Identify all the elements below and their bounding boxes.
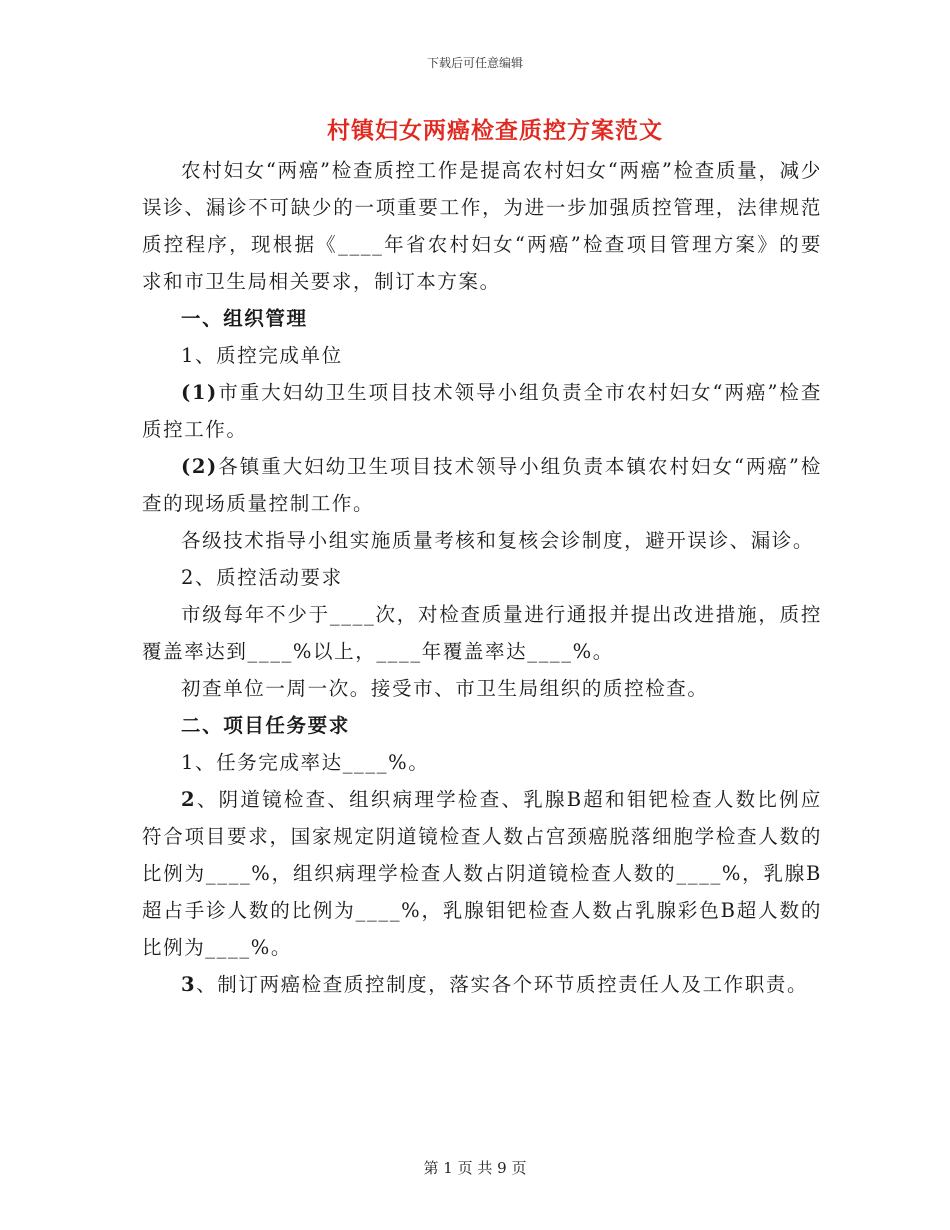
item-number: 3 [181, 973, 197, 996]
page-footer: 第 1 页 共 9 页 [423, 1159, 527, 1177]
item-text: 市重大妇幼卫生项目技术领导小组负责全市农村妇女“两癌”检查质控工作。 [142, 381, 822, 441]
subheading-qc-activity: 2、质控活动要求 [181, 566, 343, 589]
paragraph-review-system: 各级技术指导小组实施质量考核和复核会诊制度，避开误诊、漏诊。 [181, 529, 815, 552]
section-heading-organization: 一、组织管理 [181, 307, 308, 330]
item-text: 、阴道镜检查、组织病理学检查、乳腺B超和钼钯检查人数比例应符合项目要求，国家规定阴道镜检查人数占宫颈癌脱落细胞学检查人数的比例为____%，组织病理学检查人数占阴道镜检查人数的____%，乳腺B超占手诊人数的比例为____%，乳腺钼钯检查人数占乳腺彩色B超人数的比例为____%。 [142, 788, 822, 959]
paragraph-qc-system [142, 966, 822, 1003]
item-number: 2 [181, 788, 197, 811]
document-title: 村镇妇女两癌检查质控方案范文 [327, 117, 663, 144]
document-body [142, 152, 822, 1003]
paragraph-item-1 [142, 374, 822, 448]
paragraph-exam-ratio [142, 781, 822, 966]
intro-paragraph: 农村妇女“两癌”检查质控工作是提高农村妇女“两癌”检查质量，减少误诊、漏诊不可缺少的一项重要工作，为进一步加强质控管理，法律规范质控程序，现根据《____年省农村妇女“两癌”检查项目管理方案》的要求和市卫生局相关要求，制订本方案。 [142, 159, 822, 293]
paragraph-city-qc: 市级每年不少于____次，对检查质量进行通报并提出改进措施，质控覆盖率达到____%以上，____年覆盖率达____%。 [142, 603, 822, 663]
item-text: 、制订两癌检查质控制度，落实各个环节质控责任人及工作职责。 [196, 973, 809, 996]
item-text: 各镇重大妇幼卫生项目技术领导小组负责本镇农村妇女“两癌”检查的现场质量控制工作。 [142, 455, 822, 515]
item-number: (2) [181, 455, 218, 478]
subheading-qc-units: 1、质控完成单位 [181, 344, 343, 367]
item-number: (1) [181, 381, 218, 404]
header-note: 下载后可任意编辑 [426, 56, 523, 70]
section-heading-tasks: 二、项目任务要求 [181, 714, 350, 737]
paragraph-task-rate: 1、任务完成率达____%。 [181, 751, 430, 774]
paragraph-item-2 [142, 448, 822, 522]
paragraph-initial-check: 初查单位一周一次。接受市、市卫生局组织的质控检查。 [181, 677, 709, 700]
